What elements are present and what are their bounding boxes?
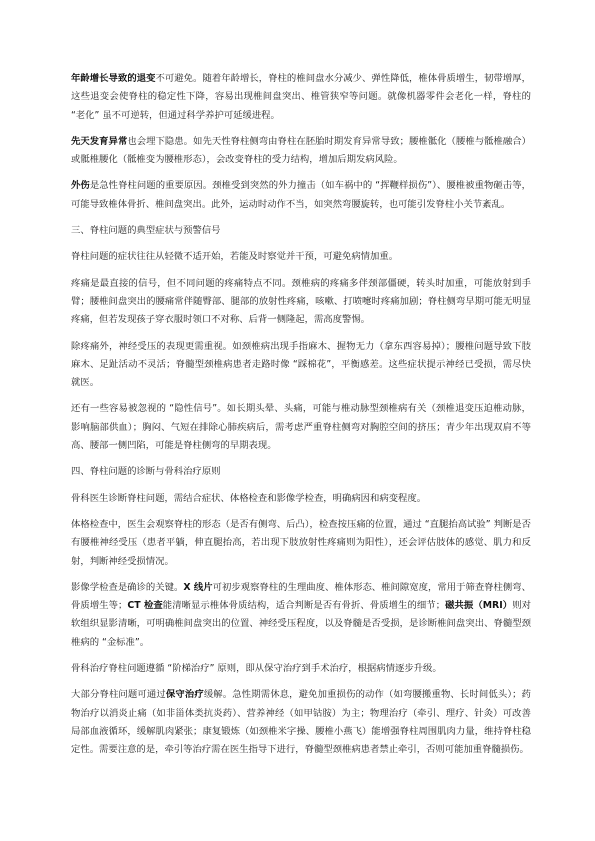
text-run: 则对软组织显影清晰，可明确椎间盘突出的位置、神经受压程度，以及脊髓是否受损，是诊断椎间盘突出、脊髓型颈椎病的 “金标准”。 — [71, 600, 531, 648]
bold-term: 年龄增长导致的退变 — [71, 73, 156, 84]
section-heading — [71, 222, 531, 240]
body-paragraph — [71, 275, 531, 330]
text-run: 三、脊柱问题的典型症状与预警信号 — [71, 225, 221, 237]
text-run: 也会埋下隐患。如先天性脊柱侧弯由脊柱在胚胎时期发育异常导致；腰椎骶化（腰椎与骶椎融合）或骶椎腰化（骶椎变为腰椎形态），会改变脊柱的受力结构，增加后期发病风险。 — [71, 135, 531, 166]
text-run: 可初步观察脊柱的生理曲度、椎体形态、椎间隙宽度，常用于筛查脊柱侧弯、骨质增生等； — [71, 581, 531, 612]
document-page — [71, 70, 531, 768]
body-paragraph — [71, 400, 531, 455]
body-paragraph — [71, 177, 531, 214]
bold-term: 保守治疗 — [165, 689, 204, 701]
text-run: 体格检查中，医生会观察脊柱的形态（是否有侧弯、后凸），检查按压痛的位置，通过 “直腿抬高试验” 判断是否有腰椎神经受压（患者平躺，伸直腿抬高，若出现下肢放射性疼痛则为阳性），还会评估肢体的感觉、肌力和反射，判断神经受损情况。 — [71, 518, 531, 567]
text-run: 还有一些容易被忽视的 “隐性信号”。如长期头晕、头痛，可能与椎动脉型颈椎病有关（颈椎退变压迫椎动脉，影响脑部供血）；胸闷、气短在排除心肺疾病后，需考虑严重脊柱侧弯对胸腔空间的挤压；青少年出现双肩不等高、腰部一侧凹陷，可能是脊柱侧弯的早期表现。 — [71, 403, 531, 452]
body-paragraph — [71, 686, 531, 759]
text-run: 大部分脊柱问题可通过 — [71, 689, 166, 701]
text-run: 骨科治疗脊柱问题遵循 “阶梯治疗” 原则，即从保守治疗到手术治疗，根据病情逐步升级。 — [71, 663, 442, 675]
text-run: 影像学检查是确诊的关键。 — [71, 581, 184, 593]
text-run: 疼痛是最直接的信号，但不同问题的疼痛特点不同。颈椎病的疼痛多伴颈部僵硬，转头时加重，可能放射到手臂；腰椎间盘突出的腰痛常伴随臀部、腿部的放射性疼痛，咳嗽、打喷嚏时疼痛加剧；脊柱侧弯早期可能无明显疼痛，但若发现孩子穿衣服时领口不对称、后背一侧隆起，需高度警惕。 — [71, 277, 531, 326]
bold-term: CT 检查 — [127, 600, 163, 612]
body-paragraph — [71, 338, 531, 393]
text-run: 是急性脊柱问题的重要原因。颈椎受到突然的外力撞击（如车祸中的 “挥鞭样损伤”）、腰椎被重物砸击等，可能导致椎体骨折、椎间盘突出。此外，运动时动作不当，如突然弯腰旋转，也可能引发脊柱小关节紊乱。 — [71, 180, 531, 210]
bold-term: 磁共振（MRI） — [445, 600, 513, 612]
bold-term: 外伤 — [71, 180, 90, 192]
bold-term: X 线片 — [183, 581, 213, 593]
body-paragraph — [71, 70, 531, 125]
section-heading — [71, 463, 531, 481]
body-paragraph — [71, 490, 531, 508]
text-run: 脊柱问题的症状往往从轻微不适开始，若能及时察觉并干预，可避免病情加重。 — [71, 251, 399, 263]
text-run: 能清晰显示椎体骨质结构，适合判断是否有骨折、骨质增生的细节； — [162, 600, 446, 612]
text-run: 缓解。急性期需休息，避免加重损伤的动作（如弯腰搬重物、长时间低头）；药物治疗以消炎止痛（如非甾体类抗炎药）、营养神经（如甲钴胺）为主；物理治疗（牵引、理疗、针灸）可改善局部血液循环，缓解肌肉紧张；康复锻炼（如颈椎米字操、腰椎小燕飞）能增强脊柱周围肌肉力量，维持脊柱稳定性。需要注意的是，牵引等治疗需在医生指导下进行，脊髓型颈椎病患者禁止牵引，否则可能加重脊髓损伤。 — [71, 689, 531, 756]
body-paragraph — [71, 516, 531, 571]
body-paragraph — [71, 660, 531, 678]
body-paragraph — [71, 248, 531, 266]
body-paragraph — [71, 579, 531, 652]
text-run: 不可避免。随着年龄增长，脊柱的椎间盘水分减少、弹性降低，椎体骨质增生，韧带增厚，这些退变会使脊柱的稳定性下降，容易出现椎间盘突出、椎管狭窄等问题。就像机器零件会老化一样，脊柱的 “老化” 虽不可逆转，但通过科学养护可延缓进程。 — [71, 73, 531, 121]
body-paragraph — [71, 133, 531, 170]
text-run: 骨科医生诊断脊柱问题，需结合症状、体格检查和影像学检查，明确病因和病变程度。 — [71, 492, 427, 504]
text-run: 除疼痛外，神经受压的表现更需重视。如颈椎病出现手指麻木、握物无力（拿东西容易掉）；腰椎问题导致下肢麻木、足趾活动不灵活；脊髓型颈椎病患者走路时像 “踩棉花”，平衡感差。这些症状提示神经已受损，需尽快就医。 — [71, 340, 531, 389]
text-run: 四、脊柱问题的诊断与骨科治疗原则 — [71, 466, 221, 478]
bold-term: 先天发育异常 — [71, 135, 128, 147]
